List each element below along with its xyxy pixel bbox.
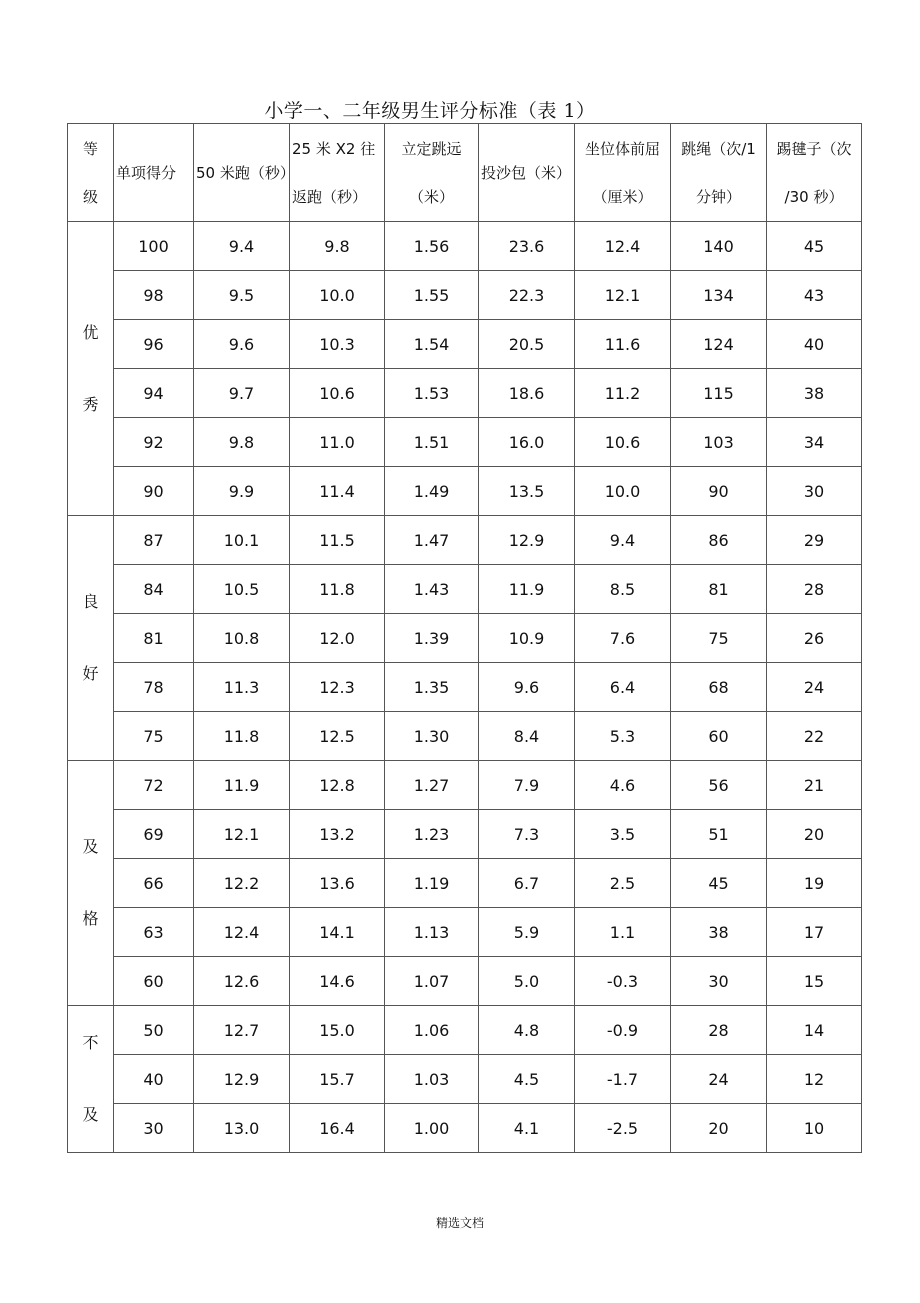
table-cell: 30 [114, 1104, 194, 1153]
header-rope: 跳绳（次/1 分钟） [671, 124, 767, 222]
header-standing-jump: 立定跳远 （米） [385, 124, 479, 222]
table-cell: 15 [767, 957, 862, 1006]
table-cell: 1.03 [385, 1055, 479, 1104]
table-cell: 14.6 [290, 957, 385, 1006]
table-cell: 13.6 [290, 859, 385, 908]
table-cell: 9.4 [194, 222, 290, 271]
header-row [68, 124, 862, 222]
table-cell: 75 [114, 712, 194, 761]
table-cell: 20 [767, 810, 862, 859]
table-cell: 1.49 [385, 467, 479, 516]
table-cell: 9.8 [194, 418, 290, 467]
score-table [67, 123, 862, 1153]
table-row [68, 320, 862, 369]
table-cell: 84 [114, 565, 194, 614]
table-cell: 1.56 [385, 222, 479, 271]
table-cell: 29 [767, 516, 862, 565]
table-cell: 12.1 [575, 271, 671, 320]
table-row [68, 663, 862, 712]
table-cell: 28 [671, 1006, 767, 1055]
table-cell: 21 [767, 761, 862, 810]
table-cell: 10.5 [194, 565, 290, 614]
table-cell: 10.6 [575, 418, 671, 467]
table-cell: 11.6 [575, 320, 671, 369]
table-cell: 13.0 [194, 1104, 290, 1153]
table-cell: 24 [671, 1055, 767, 1104]
table-cell: 12.4 [575, 222, 671, 271]
table-cell: 1.55 [385, 271, 479, 320]
table-cell: 1.54 [385, 320, 479, 369]
table-row [68, 957, 862, 1006]
table-cell: 12.6 [194, 957, 290, 1006]
table-row [68, 712, 862, 761]
table-cell: 100 [114, 222, 194, 271]
table-cell: 40 [114, 1055, 194, 1104]
grade-label: 优 秀 [68, 222, 114, 516]
table-cell: 5.9 [479, 908, 575, 957]
table-cell: 11.4 [290, 467, 385, 516]
table-cell: 1.53 [385, 369, 479, 418]
table-row [68, 859, 862, 908]
table-cell: 9.5 [194, 271, 290, 320]
header-run50: 50 米跑（秒） [194, 124, 290, 222]
table-cell: 14.1 [290, 908, 385, 957]
table-cell: 9.6 [194, 320, 290, 369]
table-cell: 11.8 [194, 712, 290, 761]
table-cell: 38 [671, 908, 767, 957]
table-cell: 12.8 [290, 761, 385, 810]
table-cell: 90 [671, 467, 767, 516]
table-cell: 40 [767, 320, 862, 369]
header-shuttlecock: 踢毽子（次 /30 秒） [767, 124, 862, 222]
table-cell: 38 [767, 369, 862, 418]
grade-label: 不 及 [68, 1006, 114, 1153]
table-cell: 12 [767, 1055, 862, 1104]
table-cell: 115 [671, 369, 767, 418]
table-cell: 4.8 [479, 1006, 575, 1055]
table-cell: 10.3 [290, 320, 385, 369]
header-sit-reach: 坐位体前屈 （厘米） [575, 124, 671, 222]
table-cell: 4.5 [479, 1055, 575, 1104]
table-cell: 140 [671, 222, 767, 271]
table-cell: 8.5 [575, 565, 671, 614]
table-cell: 22 [767, 712, 862, 761]
table-cell: 9.7 [194, 369, 290, 418]
table-cell: 12.1 [194, 810, 290, 859]
table-cell: 10.1 [194, 516, 290, 565]
table-cell: 87 [114, 516, 194, 565]
table-cell: 19 [767, 859, 862, 908]
table-cell: 12.7 [194, 1006, 290, 1055]
table-cell: 17 [767, 908, 862, 957]
table-cell: 3.5 [575, 810, 671, 859]
grade-label: 良 好 [68, 516, 114, 761]
table-cell: 1.07 [385, 957, 479, 1006]
table-row [68, 222, 862, 271]
table-row [68, 565, 862, 614]
table-cell: 6.4 [575, 663, 671, 712]
table-cell: 98 [114, 271, 194, 320]
table-row [68, 369, 862, 418]
table-cell: 43 [767, 271, 862, 320]
table-cell: 15.0 [290, 1006, 385, 1055]
table-cell: 9.8 [290, 222, 385, 271]
table-cell: 8.4 [479, 712, 575, 761]
table-cell: 45 [767, 222, 862, 271]
table-cell: 1.13 [385, 908, 479, 957]
table-cell: 13.2 [290, 810, 385, 859]
table-cell: 9.9 [194, 467, 290, 516]
table-cell: 60 [114, 957, 194, 1006]
table-cell: 66 [114, 859, 194, 908]
table-cell: -2.5 [575, 1104, 671, 1153]
table-cell: 10.0 [575, 467, 671, 516]
page-title: 小学一、二年级男生评分标准（表 1） [264, 100, 596, 122]
table-cell: 1.35 [385, 663, 479, 712]
table-cell: 92 [114, 418, 194, 467]
table-cell: 7.9 [479, 761, 575, 810]
table-cell: 2.5 [575, 859, 671, 908]
table-cell: 7.6 [575, 614, 671, 663]
table-cell: 96 [114, 320, 194, 369]
table-cell: 23.6 [479, 222, 575, 271]
table-cell: 81 [114, 614, 194, 663]
table-cell: 5.3 [575, 712, 671, 761]
table-cell: 12.9 [479, 516, 575, 565]
table-cell: 60 [671, 712, 767, 761]
table-cell: 4.1 [479, 1104, 575, 1153]
table-row [68, 614, 862, 663]
table-cell: 1.23 [385, 810, 479, 859]
table-cell: 124 [671, 320, 767, 369]
table-cell: 90 [114, 467, 194, 516]
header-sandbag: 投沙包（米） [479, 124, 575, 222]
table-row [68, 908, 862, 957]
table-cell: 6.7 [479, 859, 575, 908]
grade-label: 及 格 [68, 761, 114, 1006]
table-row [68, 1055, 862, 1104]
table-cell: 30 [671, 957, 767, 1006]
table-cell: 1.43 [385, 565, 479, 614]
table-cell: 14 [767, 1006, 862, 1055]
table-cell: -0.9 [575, 1006, 671, 1055]
table-cell: 20 [671, 1104, 767, 1153]
table-cell: 34 [767, 418, 862, 467]
table-cell: 72 [114, 761, 194, 810]
table-cell: 1.30 [385, 712, 479, 761]
table-cell: 5.0 [479, 957, 575, 1006]
table-cell: 13.5 [479, 467, 575, 516]
header-score: 单项得分 [114, 124, 194, 222]
table-cell: 16.4 [290, 1104, 385, 1153]
table-row [68, 1104, 862, 1153]
table-cell: 10.6 [290, 369, 385, 418]
table-cell: 11.8 [290, 565, 385, 614]
table-cell: -1.7 [575, 1055, 671, 1104]
table-cell: 11.5 [290, 516, 385, 565]
table-cell: 22.3 [479, 271, 575, 320]
header-shuttle-run: 25 米 X2 往 返跑（秒） [290, 124, 385, 222]
header-grade: 等 级 [68, 124, 114, 222]
table-cell: 9.6 [479, 663, 575, 712]
table-cell: 11.0 [290, 418, 385, 467]
table-cell: 12.2 [194, 859, 290, 908]
table-row [68, 1006, 862, 1055]
table-cell: 11.9 [194, 761, 290, 810]
table-cell: 30 [767, 467, 862, 516]
table-cell: 9.4 [575, 516, 671, 565]
table-cell: 12.4 [194, 908, 290, 957]
table-row [68, 418, 862, 467]
table-cell: 1.1 [575, 908, 671, 957]
footer-text: 精选文档 [435, 1216, 484, 1230]
table-cell: 68 [671, 663, 767, 712]
table-cell: 26 [767, 614, 862, 663]
table-cell: 78 [114, 663, 194, 712]
table-cell: 28 [767, 565, 862, 614]
table-row [68, 516, 862, 565]
table-row [68, 271, 862, 320]
table-cell: -0.3 [575, 957, 671, 1006]
table-row [68, 810, 862, 859]
table-cell: 69 [114, 810, 194, 859]
table-cell: 75 [671, 614, 767, 663]
table-cell: 50 [114, 1006, 194, 1055]
table-cell: 12.0 [290, 614, 385, 663]
table-cell: 1.39 [385, 614, 479, 663]
table-cell: 16.0 [479, 418, 575, 467]
table-cell: 86 [671, 516, 767, 565]
table-cell: 18.6 [479, 369, 575, 418]
table-cell: 1.06 [385, 1006, 479, 1055]
table-cell: 11.3 [194, 663, 290, 712]
table-cell: 11.9 [479, 565, 575, 614]
table-cell: 134 [671, 271, 767, 320]
table-cell: 24 [767, 663, 862, 712]
table-cell: 81 [671, 565, 767, 614]
table-cell: 1.00 [385, 1104, 479, 1153]
table-cell: 12.3 [290, 663, 385, 712]
table-cell: 1.19 [385, 859, 479, 908]
table-cell: 11.2 [575, 369, 671, 418]
table-row [68, 467, 862, 516]
table-cell: 12.9 [194, 1055, 290, 1104]
table-cell: 10.8 [194, 614, 290, 663]
table-cell: 7.3 [479, 810, 575, 859]
table-cell: 10.0 [290, 271, 385, 320]
table-cell: 10.9 [479, 614, 575, 663]
table-cell: 94 [114, 369, 194, 418]
table-cell: 45 [671, 859, 767, 908]
table-cell: 1.51 [385, 418, 479, 467]
table-cell: 20.5 [479, 320, 575, 369]
table-cell: 10 [767, 1104, 862, 1153]
table-cell: 103 [671, 418, 767, 467]
table-cell: 15.7 [290, 1055, 385, 1104]
table-cell: 51 [671, 810, 767, 859]
table-row [68, 761, 862, 810]
table-cell: 56 [671, 761, 767, 810]
table-cell: 1.27 [385, 761, 479, 810]
table-cell: 63 [114, 908, 194, 957]
table-cell: 4.6 [575, 761, 671, 810]
table-cell: 12.5 [290, 712, 385, 761]
table-cell: 1.47 [385, 516, 479, 565]
